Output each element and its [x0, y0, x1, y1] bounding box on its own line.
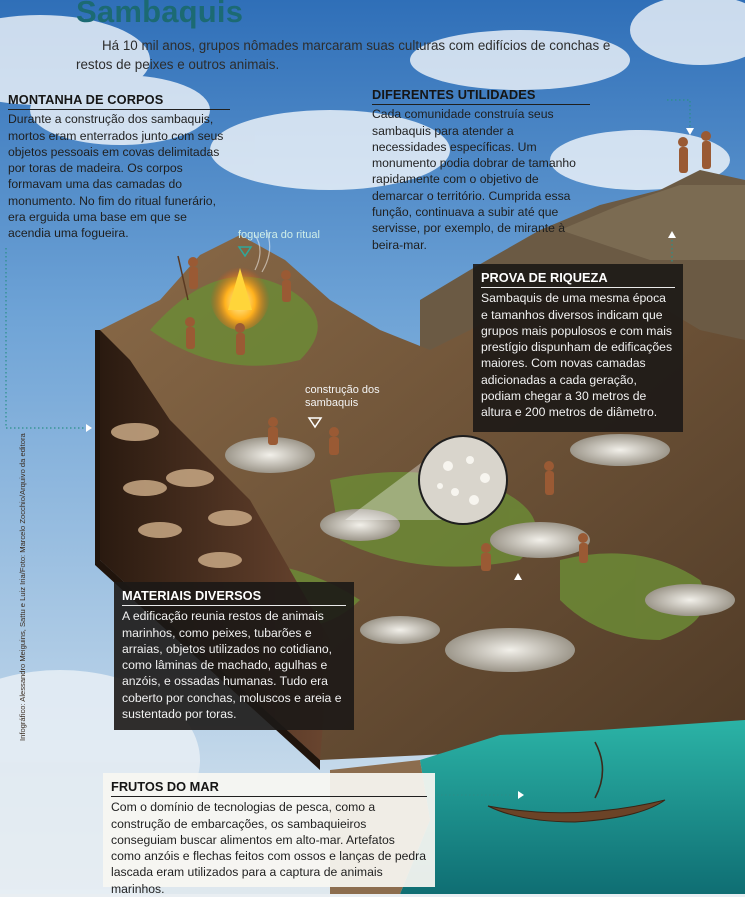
box-prova-de-riqueza [473, 264, 683, 432]
box-title: MONTANHA DE CORPOS [8, 92, 230, 110]
box-title: FRUTOS DO MAR [111, 779, 427, 797]
box-text: Sambaquis de uma mesma época e tamanhos diversos indicam que grupos mais populosos e com mais prestígio dispunham de edificações maiores. Com novas camadas adicionadas a cada geração, podiam chegar a 30 metros de altura e 200 metros de diâmetro. [481, 291, 673, 420]
box-text: Durante a construção dos sambaquis, mortos eram enterrados junto com seus objetos pessoais em covas delimitadas por toras de madeira. Os corpos formavam uma das camadas do monumento. No fim do ritual funerário, era erguida uma base em que se acendia uma fogueira. [8, 112, 224, 241]
image-credit: Infográfico: Alessandro Meiguins, Sattu e Luiz Iria/Foto: Marcelo Zocchio/Arquivo da editora [18, 433, 27, 741]
box-text: A edificação reunia restos de animais marinhos, como peixes, tubarões e arraias, objetos utilizados no cotidiano, como lâminas de machado, agulhas e anzóis, e ossadas humanas. Tudo era coberto por conchas, moluscos e areia e sustentado por toras. [122, 609, 342, 722]
label-fogueira-do-ritual: fogueira do ritual [238, 229, 320, 241]
box-montanha-de-corpos [8, 92, 230, 242]
box-materiais-diversos [114, 582, 354, 730]
label-construcao-dos-sambaquis: construção dos sambaquis [305, 384, 380, 409]
box-diferentes-utilidades [372, 87, 590, 253]
box-title: MATERIAIS DIVERSOS [122, 588, 346, 606]
box-title: PROVA DE RIQUEZA [481, 270, 675, 288]
box-frutos-do-mar [103, 773, 435, 896]
box-title: DIFERENTES UTILIDADES [372, 87, 590, 105]
box-text: Com o domínio de tecnologias de pesca, como a construção de embarcações, os sambaquieiros conseguiam buscar alimentos em alto-mar. Artefatos como anzóis e flechas feitos com ossos e lanças de pedra lascada eram utilizados para a captura de animais marinhos. [111, 800, 427, 896]
intro-text: Há 10 mil anos, grupos nômades marcaram suas culturas com edifícios de conchas e restos de peixes e outros animais. [76, 38, 611, 72]
page-title: Sambaquis [76, 0, 244, 29]
box-text: Cada comunidade construía seus sambaquis para atender a necessidades específicas. Um monumento podia dobrar de tamanho rapidamente com o objetivo de demarcar o território. Cumprida essa função, continuava a subir até que servisse, por exemplo, de mirante à beira-mar. [372, 107, 576, 252]
